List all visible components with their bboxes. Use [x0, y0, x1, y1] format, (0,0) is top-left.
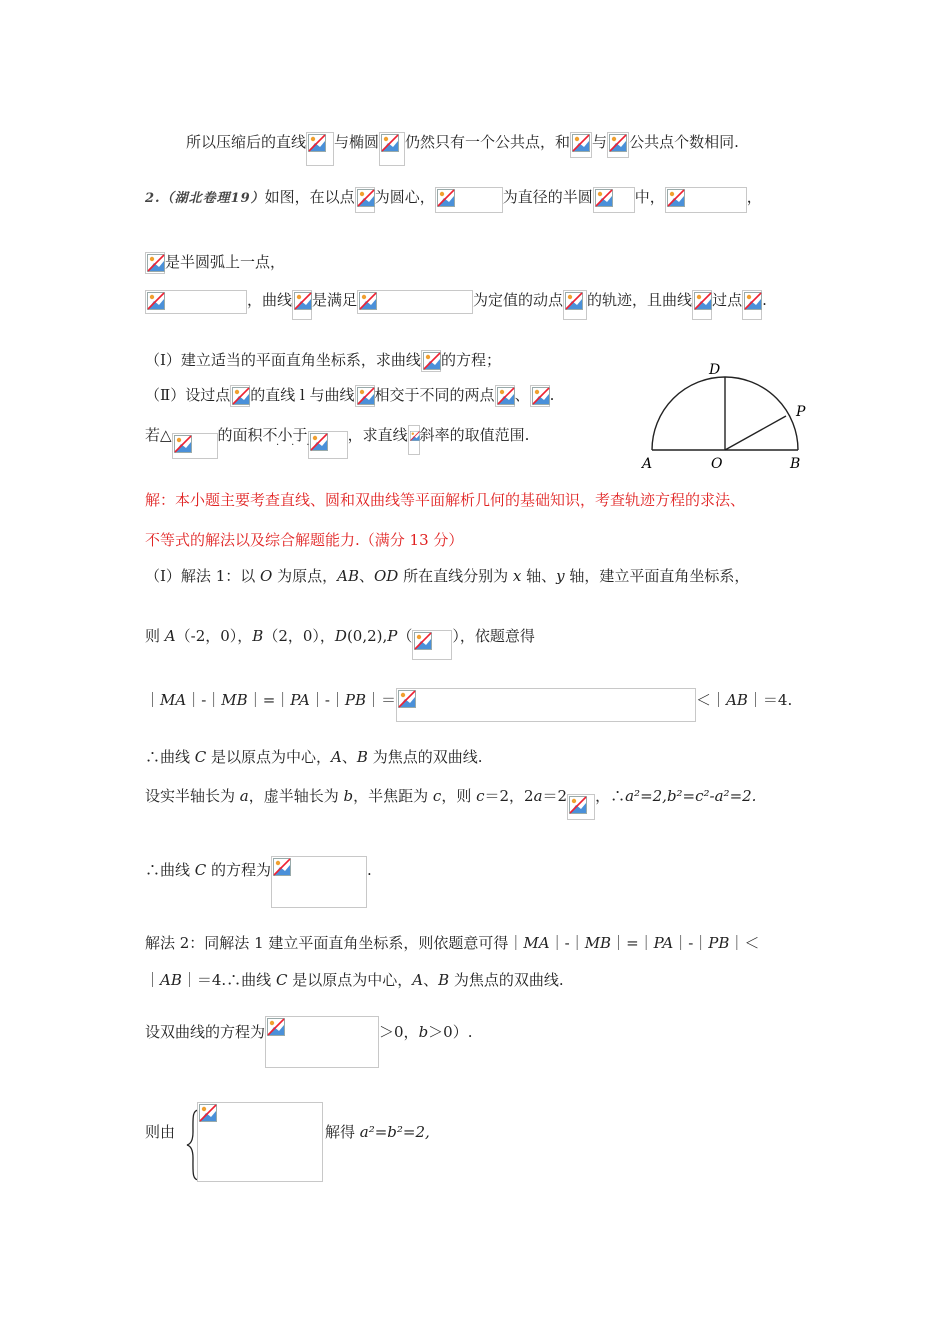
formula-image	[306, 132, 334, 166]
text-line-11: 则 A（-2，0），B（2，0），D(0,2),P（ ），依题意得	[145, 626, 535, 660]
broken-image-icon	[497, 387, 515, 405]
formula-image	[567, 794, 595, 820]
formula-image	[145, 252, 165, 274]
broken-image-icon	[359, 292, 377, 310]
text-line-10: （Ⅰ）解法 1：以 O 为原点，AB、OD 所在直线分别为 x 轴、y 轴，建立平面直角坐标系，	[145, 567, 750, 585]
broken-image-icon	[147, 254, 165, 272]
formula-image	[412, 630, 452, 660]
text-line-4: ，曲线 是满足 为定值的动点 的轨迹，且曲线 过点 .	[145, 290, 767, 320]
formula-image	[495, 385, 515, 407]
formula-image	[593, 187, 635, 213]
formula-image	[742, 290, 762, 320]
formula-image	[570, 132, 592, 158]
broken-image-icon	[565, 292, 583, 310]
formula-image	[197, 1102, 323, 1182]
solution-summary-line-1: 解：本小题主要考查直线、圆和双曲线等平面解析几何的基础知识，考查轨迹方程的求法、	[145, 491, 746, 509]
formula-image	[355, 385, 375, 407]
formula-image	[271, 856, 367, 908]
text-line-18: 设双曲线的方程为 ＞0，b＞0）.	[145, 1022, 472, 1068]
broken-image-icon	[273, 858, 291, 876]
broken-image-icon	[232, 387, 250, 405]
broken-image-icon	[199, 1104, 217, 1122]
broken-image-icon	[398, 690, 416, 708]
formula-image	[355, 187, 375, 213]
text-line-15: ∴曲线 C 的方程为 .	[145, 860, 372, 908]
formula-image	[421, 350, 441, 372]
broken-image-icon	[569, 796, 587, 814]
formula-image	[145, 290, 247, 314]
label-P: P	[796, 404, 806, 420]
broken-image-icon	[294, 292, 312, 310]
formula-image	[435, 187, 503, 213]
broken-image-icon	[744, 292, 762, 310]
broken-image-icon	[667, 189, 685, 207]
formula-image	[665, 187, 747, 213]
formula-image	[607, 132, 629, 158]
broken-image-icon	[609, 134, 627, 152]
text-line-13: ∴曲线 C 是以原点为中心，A、B 为焦点的双曲线.	[145, 748, 483, 766]
formula-image	[408, 425, 420, 455]
formula-image	[292, 290, 312, 320]
label-B: B	[790, 456, 801, 472]
formula-image	[563, 290, 587, 320]
text-line-7: 若△ 的面积不小于 ，求直线 斜率的取值范围.	[145, 425, 529, 459]
text-line-19b: 解得 a²=b²=2,	[325, 1123, 430, 1141]
broken-image-icon	[572, 134, 590, 152]
broken-image-icon	[532, 387, 550, 405]
text-line-17: ｜AB｜＝4.∴曲线 C 是以原点为中心，A、B 为焦点的双曲线.	[145, 971, 564, 989]
broken-image-icon	[423, 352, 441, 370]
text-line-19: 则由	[145, 1123, 176, 1141]
semicircle-figure	[640, 358, 810, 473]
broken-image-icon	[414, 632, 432, 650]
text-line-5: （Ⅰ）建立适当的平面直角坐标系，求曲线 的方程；	[145, 350, 501, 372]
formula-image	[692, 290, 712, 320]
broken-image-icon	[357, 189, 375, 207]
text-line-1: 所以压缩后的直线 与椭圆 仍然只有一个公共点，和 与 公共点个数相同.	[186, 132, 739, 166]
broken-image-icon	[357, 387, 375, 405]
formula-image	[230, 385, 250, 407]
radius-OP	[725, 416, 786, 450]
label-D: D	[709, 362, 721, 378]
solution-summary-line-2: 不等式的解法以及综合解题能力.（满分 13 分）	[145, 531, 464, 549]
broken-image-icon	[381, 134, 399, 152]
broken-image-icon	[267, 1018, 285, 1036]
formula-image	[530, 385, 550, 407]
formula-image	[396, 688, 696, 722]
label-A: A	[642, 456, 653, 472]
broken-image-icon	[147, 292, 165, 310]
broken-image-icon	[410, 427, 420, 445]
text-line-2: 2.（湖北卷理19）如图，在以点 为圆心， 为直径的半圆 中， ，	[145, 187, 762, 213]
emphasis-dots: ···	[276, 440, 322, 451]
text-line-12: ｜MA｜-｜MB｜=｜PA｜-｜PB｜＝ ＜｜AB｜＝4.	[145, 690, 792, 722]
formula-image	[379, 132, 405, 166]
broken-image-icon	[694, 292, 712, 310]
broken-image-icon	[595, 189, 613, 207]
text-line-3: 是半圆弧上一点，	[145, 252, 285, 274]
problem-source-tag: 2.（湖北卷理19）	[145, 191, 265, 206]
text-line-16: 解法 2：同解法 1 建立平面直角坐标系，则依题意可得｜MA｜-｜MB｜=｜PA｜-｜PB｜＜	[145, 934, 760, 952]
broken-image-icon	[174, 435, 192, 453]
broken-image-icon	[437, 189, 455, 207]
text-line-6: （Ⅱ）设过点 的直线 l 与曲线 相交于不同的两点 、 .	[145, 385, 554, 407]
broken-image-icon	[308, 134, 326, 152]
formula-image	[357, 290, 473, 314]
formula-image	[265, 1016, 379, 1068]
text-line-14: 设实半轴长为 a，虚半轴长为 b，半焦距为 c，则 c＝2，2a＝2 ，∴a²=2,b²=c²-a²=2.	[145, 786, 756, 820]
formula-image	[172, 433, 218, 459]
label-O: O	[711, 456, 723, 472]
